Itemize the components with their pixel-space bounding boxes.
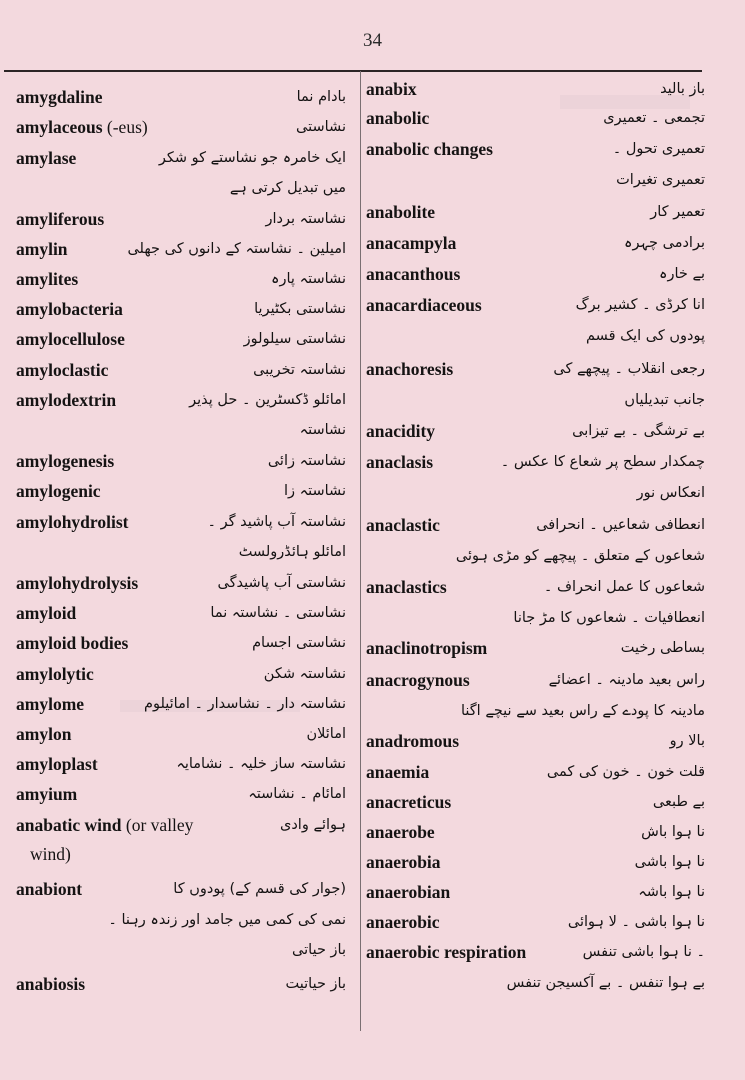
entry-urdu-definition: نشاستہ ساز خلیہ ۔ نشامایہ — [176, 756, 346, 772]
entry-term: amylohydrolysis — [16, 573, 139, 593]
entry-term: amylome — [16, 694, 85, 714]
entry-term: amygdaline — [16, 87, 103, 107]
entry-term: amylin — [16, 239, 68, 259]
dictionary-entry — [0, 905, 360, 935]
entry-urdu-definition: انعکاس نور — [636, 485, 705, 501]
entry-term: anabolic — [366, 108, 430, 128]
entry-term: amylolytic — [16, 664, 94, 684]
entry-term: anabiont — [16, 879, 83, 899]
entry-urdu-definition: میں تبدیل کرتی ہے — [229, 180, 346, 196]
dictionary-entry — [0, 446, 360, 476]
entry-term: amylogenic — [16, 481, 101, 501]
dictionary-entry — [360, 817, 705, 847]
entry-urdu-definition: باز حیاتیت — [285, 976, 346, 992]
dictionary-entry — [360, 103, 705, 133]
dictionary-entry — [0, 112, 360, 142]
entry-urdu-definition: نشاستہ شکن — [263, 666, 346, 682]
dictionary-entry — [0, 935, 360, 965]
entry-urdu-definition: چمکدار سطح پر شعاع کا عکس ۔ — [500, 454, 705, 470]
entry-urdu-definition: نشاستہ تخریبی — [253, 362, 346, 378]
entry-urdu-definition: امیلین ۔ نشاستہ کے دانوں کی جھلی — [127, 241, 346, 257]
entry-urdu-definition: راس بعید مادینہ ۔ اعضائے — [548, 672, 705, 688]
entry-urdu-definition: مادینہ کا پودے کے راس بعید سے نیچے اگنا — [460, 703, 705, 719]
entry-term: amyliferous — [16, 209, 105, 229]
entry-term: anabolite — [366, 202, 436, 222]
entry-urdu-definition: امائلو ہائڈرولسٹ — [238, 544, 346, 560]
entry-urdu-definition: تعمیری تغیرات — [616, 172, 705, 188]
dictionary-entry — [0, 537, 360, 567]
entry-urdu-definition: ۔ نا ہوا باشی تنفس — [582, 944, 705, 960]
entry-urdu-definition: انا کرڈی ۔ کشیر برگ — [575, 297, 705, 313]
dictionary-entry — [0, 810, 360, 840]
entry-term: amylon — [16, 724, 72, 744]
entry-term: anaerobic respiration — [366, 942, 527, 962]
entry-term: anaclastics — [366, 577, 447, 597]
dictionary-entry — [360, 165, 705, 195]
entry-term: amyloclastic — [16, 360, 109, 380]
dictionary-entry — [360, 385, 705, 415]
entry-term: amylase — [16, 148, 77, 168]
dictionary-entry — [0, 82, 360, 112]
dictionary-entry — [0, 689, 360, 719]
dictionary-entry — [360, 603, 705, 633]
entry-urdu-definition: بساطی رخیت — [620, 640, 705, 656]
entry-term: amylohydrolist — [16, 512, 129, 532]
dictionary-entry — [360, 416, 705, 446]
entry-term: anaerobian — [366, 882, 451, 902]
entry-term: anabatic wind (or valley — [16, 815, 194, 835]
entry-term: anadromous — [366, 731, 460, 751]
entry-term-note: (or valley — [121, 815, 194, 835]
dictionary-entry — [360, 321, 705, 351]
dictionary-entry — [360, 696, 705, 726]
dictionary-entry — [0, 173, 360, 203]
dictionary-entry — [360, 228, 705, 258]
entry-urdu-definition: شعاعوں کے متعلق ۔ پیچھے کو مڑی ہوئی — [455, 548, 705, 564]
dictionary-entry — [360, 134, 705, 164]
entry-urdu-definition: بالا رو — [669, 733, 705, 749]
entry-term: amyloplast — [16, 754, 98, 774]
entry-term: anacreticus — [366, 792, 452, 812]
entry-urdu-definition: قلت خون ۔ خون کی کمی — [546, 764, 705, 780]
entry-term: amylodextrin — [16, 390, 117, 410]
dictionary-entry — [0, 143, 360, 173]
entry-urdu-definition: نشاستہ پارہ — [271, 271, 346, 287]
entry-urdu-definition: امائلو ڈکسٹرین ۔ حل پذیر — [189, 392, 346, 408]
entry-term: amylocellulose — [16, 329, 125, 349]
dictionary-entry — [0, 969, 360, 999]
dictionary-entry — [0, 204, 360, 234]
entry-term: amylaceous (-eus) — [16, 117, 148, 137]
dictionary-entry — [360, 197, 705, 227]
entry-urdu-definition: پودوں کی ایک قسم — [585, 328, 705, 344]
dictionary-entry — [0, 719, 360, 749]
dictionary-entry — [360, 907, 705, 937]
entry-urdu-definition: تجمعی ۔ تعمیری — [603, 110, 705, 126]
entry-urdu-definition: شعاعوں کا عمل انحراف ۔ — [543, 579, 705, 595]
entry-urdu-definition: نمی کی کمی میں جامد اور زندہ رہنا ۔ — [108, 912, 346, 928]
dictionary-entry — [0, 628, 360, 658]
dictionary-entry — [0, 355, 360, 385]
entry-urdu-definition: نشاستہ بردار — [265, 211, 346, 227]
entry-urdu-definition: بے ترشگی ۔ بے تیزابی — [572, 423, 705, 439]
entry-term: amyloid bodies — [16, 633, 129, 653]
entry-urdu-definition: ہوائے وادی — [280, 817, 346, 833]
entry-urdu-definition: انعطافی شعاعیں ۔ انحرافی — [536, 517, 705, 533]
entry-urdu-definition: بے طبعی — [652, 794, 705, 810]
entry-term: amylogenesis — [16, 451, 115, 471]
page-number: 34 — [363, 30, 382, 51]
entry-urdu-definition: امائام ۔ نشاستہ — [248, 786, 346, 802]
entry-urdu-definition: بادام نما — [296, 89, 346, 105]
entry-urdu-definition: انعطافیات ۔ شعاعوں کا مڑ جانا — [513, 610, 705, 626]
dictionary-entry — [360, 259, 705, 289]
header-rule — [4, 70, 702, 72]
dictionary-entry — [360, 478, 705, 508]
dictionary-entry — [0, 507, 360, 537]
entry-term: amyium — [16, 784, 78, 804]
dictionary-entry — [0, 659, 360, 689]
entry-term: anacampyla — [366, 233, 457, 253]
entry-urdu-definition: جانب تبدیلیاں — [624, 392, 705, 408]
entry-urdu-definition: بے ہوا تنفس ۔ بے آکسیجن تنفس — [506, 975, 705, 991]
dictionary-entry — [360, 290, 705, 320]
entry-term: anacidity — [366, 421, 436, 441]
dictionary-entry — [360, 572, 705, 602]
entry-urdu-definition: نشاستی ۔ نشاستہ نما — [210, 605, 346, 621]
dictionary-entry — [360, 968, 705, 998]
dictionary-entry — [360, 726, 705, 756]
dictionary-entry — [0, 568, 360, 598]
dictionary-entry — [0, 476, 360, 506]
dictionary-entry — [360, 847, 705, 877]
entry-urdu-definition: برادمی چہرہ — [624, 235, 705, 251]
dictionary-entry — [360, 633, 705, 663]
dictionary-entry — [0, 324, 360, 354]
dictionary-entry — [0, 294, 360, 324]
entry-term: anaclastic — [366, 515, 440, 535]
entry-term: anaemia — [366, 762, 430, 782]
dictionary-entry — [360, 877, 705, 907]
entry-urdu-definition: رجعی انقلاب ۔ پیچھے کی — [553, 361, 705, 377]
entry-urdu-definition: نشاستی سیلولوز — [243, 331, 346, 347]
entry-term: amyloid — [16, 603, 77, 623]
dictionary-entry — [360, 354, 705, 384]
entry-term: anacrogynous — [366, 670, 470, 690]
entry-urdu-definition: نشاستہ دار ۔ نشاسدار ۔ امائیلوم — [143, 696, 346, 712]
dictionary-entry — [0, 874, 360, 904]
entry-urdu-definition: نا ہوا باش — [641, 824, 705, 840]
entry-urdu-definition: نا ہوا باشہ — [638, 884, 705, 900]
entry-urdu-definition: نا ہوا باشی — [634, 854, 705, 870]
entry-urdu-definition: نشاستی اجسام — [252, 635, 346, 651]
entry-urdu-definition: باز بالید — [660, 81, 705, 97]
entry-term: anacanthous — [366, 264, 461, 284]
entry-term: anaclasis — [366, 452, 434, 472]
dictionary-entry — [0, 779, 360, 809]
entry-urdu-definition: امائلان — [306, 726, 346, 742]
dictionary-entry — [360, 665, 705, 695]
dictionary-entry — [360, 447, 705, 477]
entry-urdu-definition: نشاستی بکٹیریا — [254, 301, 346, 317]
entry-term: anaclinotropism — [366, 638, 488, 658]
entry-urdu-definition: نشاستہ زائی — [267, 453, 346, 469]
entry-term: anacardiaceous — [366, 295, 482, 315]
dictionary-entry — [0, 385, 360, 415]
entry-term: anaerobia — [366, 852, 441, 872]
entry-term: anabolic changes — [366, 139, 493, 159]
entry-urdu-definition: ایک خامرہ جو نشاستے کو شکر — [158, 150, 346, 166]
dictionary-entry — [360, 787, 705, 817]
dictionary-entry — [360, 937, 705, 967]
dictionary-entry — [0, 598, 360, 628]
entry-term: anachoresis — [366, 359, 454, 379]
entry-urdu-definition: نشاستہ — [299, 422, 346, 438]
dictionary-entry — [0, 839, 360, 869]
entry-urdu-definition: نشاستی آب پاشیدگی — [217, 575, 346, 591]
dictionary-entry — [360, 541, 705, 571]
dictionary-entry — [360, 74, 705, 104]
entry-term: anaerobic — [366, 912, 440, 932]
entry-urdu-definition: نشاستہ آب پاشید گر ۔ — [207, 514, 346, 530]
dictionary-entry — [360, 757, 705, 787]
dictionary-entry — [0, 234, 360, 264]
entry-urdu-definition: تعمیری تحول ۔ — [612, 141, 705, 157]
dictionary-entry — [0, 415, 360, 445]
entry-term: anaerobe — [366, 822, 435, 842]
entry-urdu-definition: تعمیر کار — [650, 204, 705, 220]
dictionary-entry — [0, 264, 360, 294]
entry-term: anabix — [366, 79, 417, 99]
entry-urdu-definition: باز حیاتی — [292, 942, 346, 958]
entry-urdu-definition: نا ہوا باشی ۔ لا ہوائی — [567, 914, 705, 930]
entry-term: anabiosis — [16, 974, 86, 994]
entry-urdu-definition: (جوار کی قسم کے) پودوں کا — [173, 881, 346, 897]
entry-urdu-definition: بے خارہ — [658, 266, 705, 282]
entry-term: wind) — [30, 844, 71, 864]
entry-term: amylobacteria — [16, 299, 123, 319]
entry-term-note: (-eus) — [102, 117, 148, 137]
entry-urdu-definition: نشاستہ زا — [283, 483, 346, 499]
entry-urdu-definition: نشاستی — [296, 119, 346, 135]
dictionary-entry — [0, 749, 360, 779]
entry-term: amylites — [16, 269, 79, 289]
dictionary-entry — [360, 510, 705, 540]
